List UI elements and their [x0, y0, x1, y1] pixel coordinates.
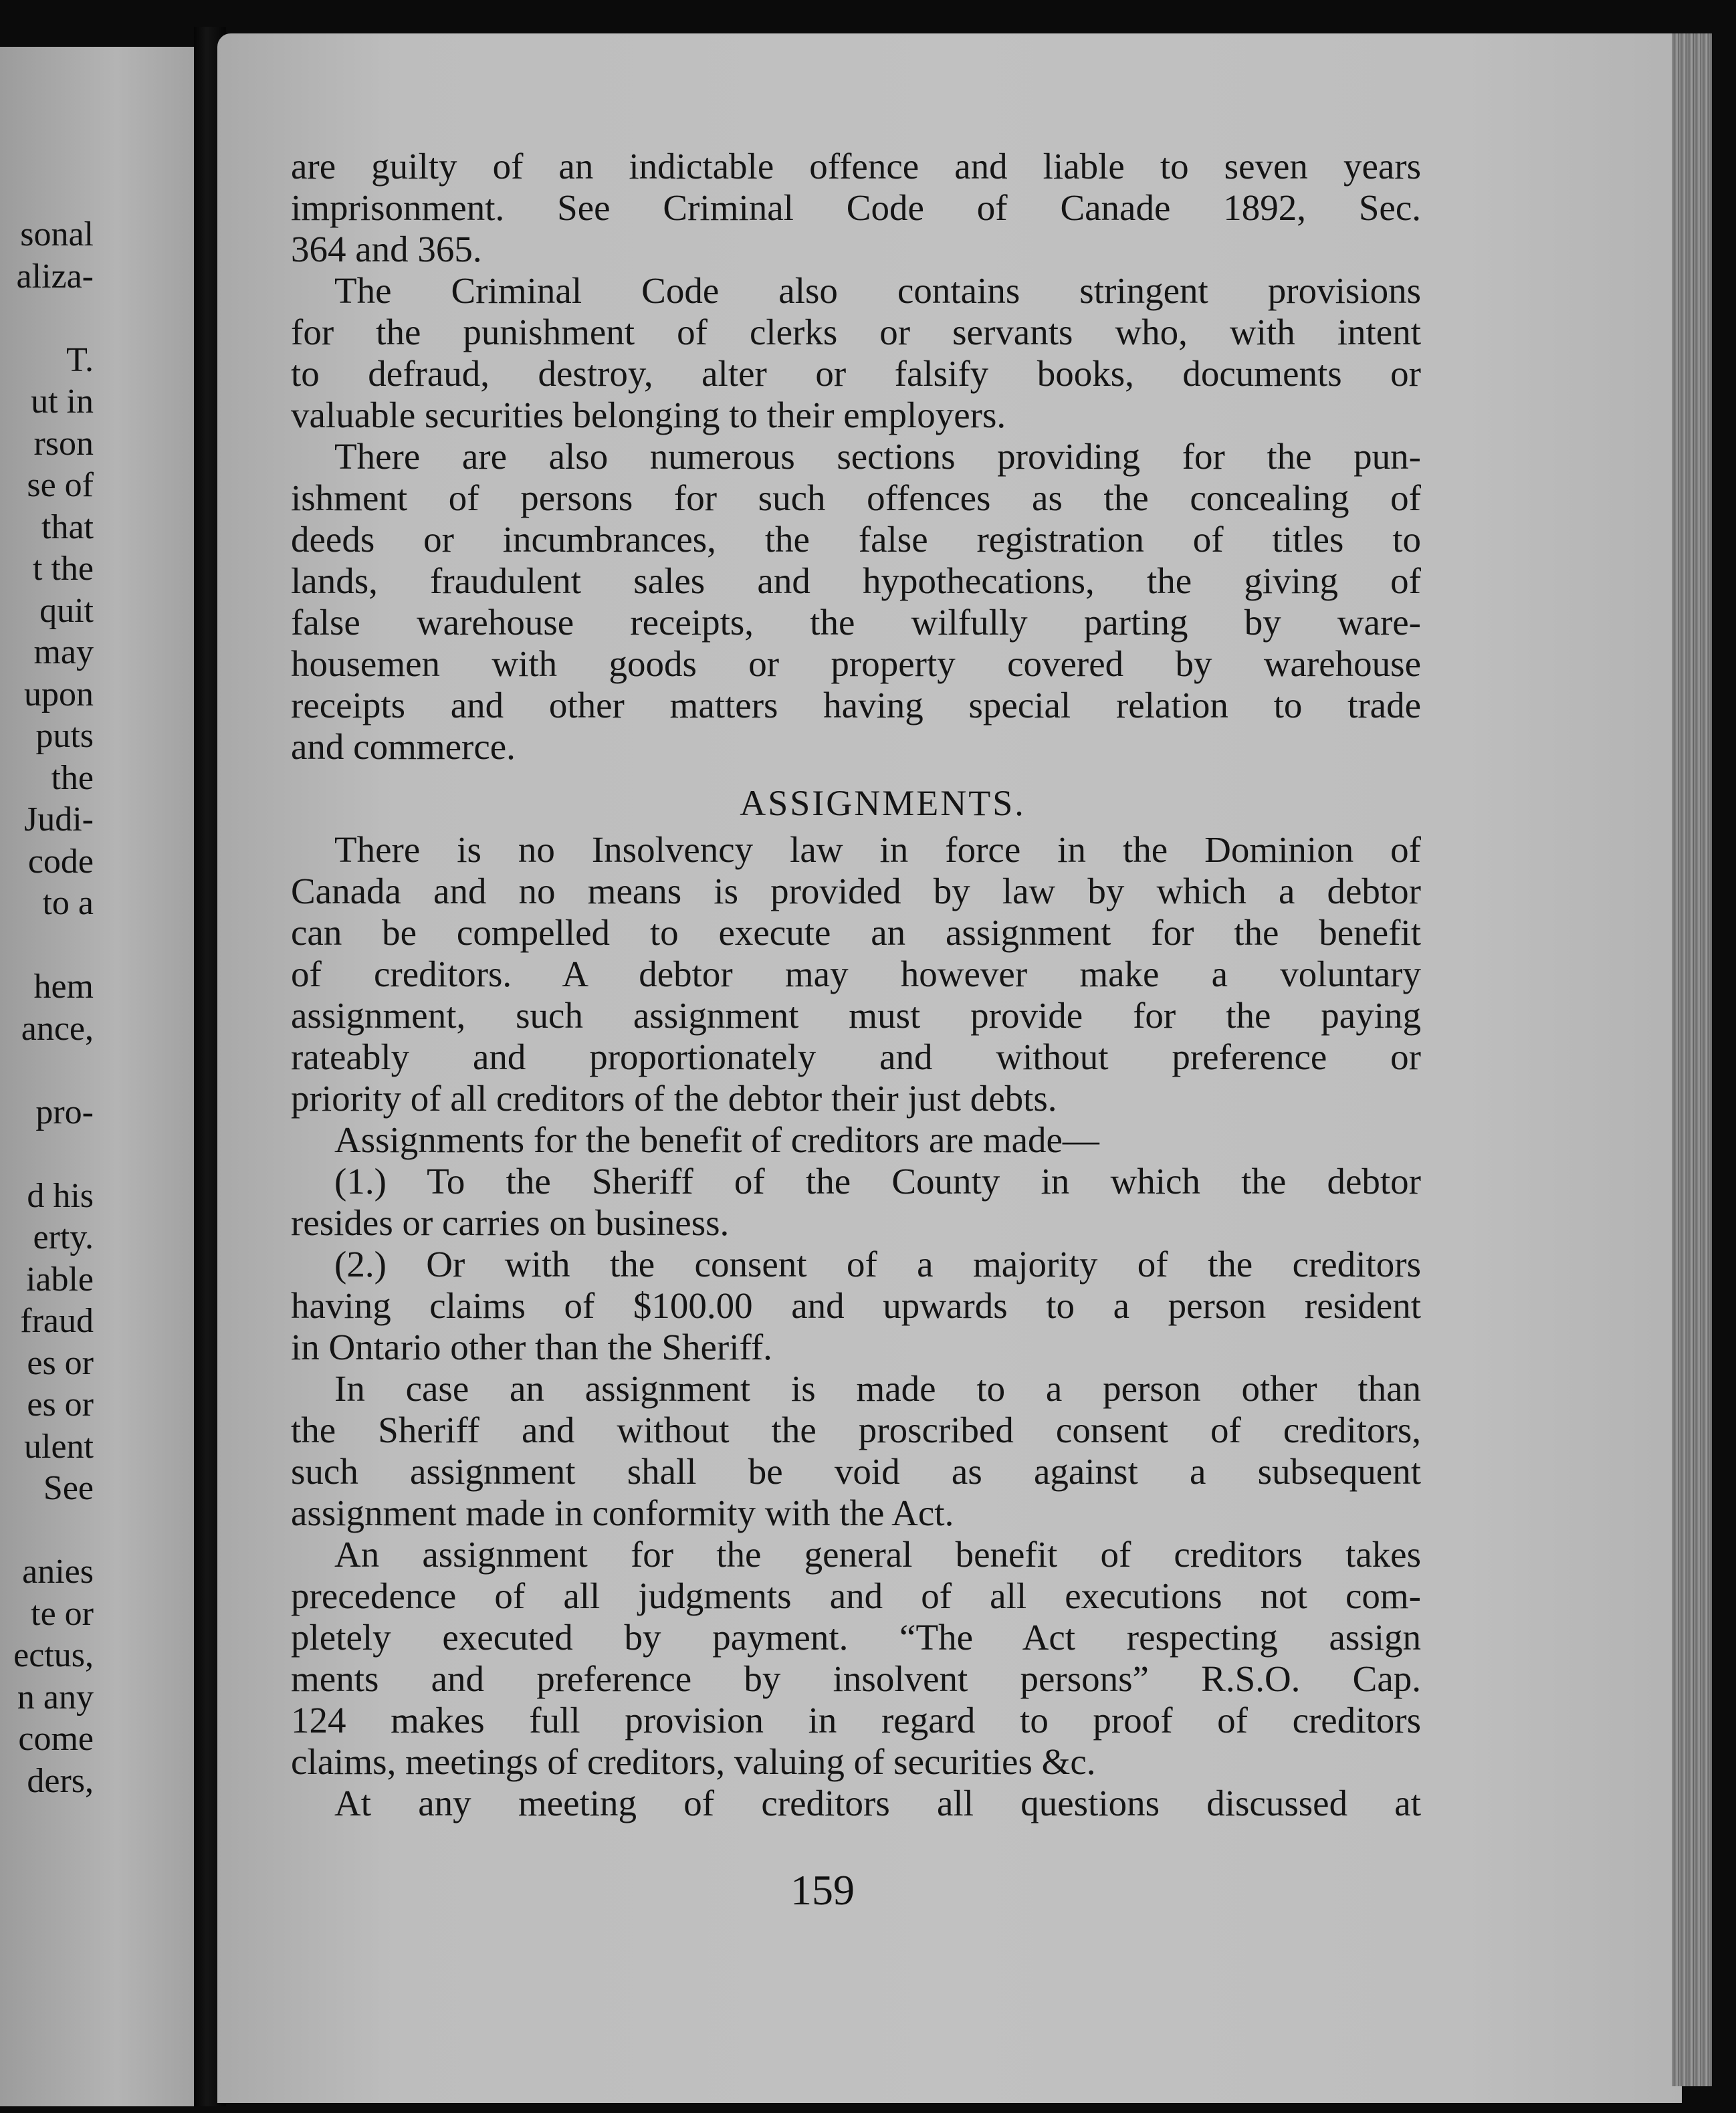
text-line: rateably and proportionately and without preference or [291, 1036, 1421, 1077]
text-line: claims, meetings of creditors, valuing of securities &c. [291, 1741, 1096, 1782]
paragraph-1 [291, 146, 1421, 270]
left-page-line: code [27, 842, 94, 881]
text-line: Assignments for the benefit of creditors are made— [334, 1119, 1099, 1160]
text-line: assignment, such assignment must provide for the paying [291, 995, 1421, 1036]
text-line: At any meeting of creditors all questions discussed at [334, 1783, 1421, 1823]
left-page-line: erty. [33, 1218, 94, 1256]
left-page-text [0, 214, 94, 1802]
text-line: The Criminal Code also contains stringent provisions [334, 270, 1421, 311]
text-line: There are also numerous sections providing for the pun- [334, 436, 1421, 477]
text-line: (1.) To the Sheriff of the County in which the debtor [334, 1161, 1421, 1202]
left-page-line [0, 1133, 94, 1176]
left-page-line: rson [33, 424, 94, 463]
text-line: priority of all creditors of the debtor their just debts. [291, 1078, 1057, 1119]
text-line: having claims of $100.00 and upwards to a person resident [291, 1285, 1421, 1326]
text-line: resides or carries on business. [291, 1202, 730, 1243]
text-line: imprisonment. See Criminal Code of Canade 1892, Sec. [291, 187, 1421, 228]
page-number: 159 [790, 1866, 855, 1914]
text-line: 124 makes full provision in regard to proof of creditors [291, 1700, 1421, 1741]
left-page-line: pro- [35, 1093, 94, 1131]
text-line: In case an assignment is made to a person other than [334, 1368, 1421, 1409]
left-page-line: the [51, 758, 94, 797]
text-line: lands, fraudulent sales and hypothecations, the giving of [291, 560, 1421, 601]
section-heading: ASSIGNMENTS. [740, 783, 1026, 823]
left-page-line: es or [27, 1343, 94, 1382]
left-page-line: ders, [27, 1761, 94, 1800]
text-line: Canada and no means is provided by law by which a debtor [291, 871, 1421, 911]
left-page-line [0, 925, 94, 967]
left-page-line: See [43, 1469, 94, 1507]
paragraph-9 [291, 1534, 1421, 1783]
left-page-line: ectus, [13, 1636, 94, 1674]
paragraph-8 [291, 1368, 1421, 1534]
left-page-line: ulent [24, 1427, 94, 1466]
left-page-line: may [33, 633, 94, 671]
paragraph-10 [291, 1783, 1421, 1824]
text-line: housemen with goods or property covered by warehouse [291, 643, 1421, 684]
left-page-line: t the [33, 550, 94, 588]
text-line: receipts and other matters having special relation to trade [291, 685, 1421, 726]
left-page-line: es or [27, 1385, 94, 1424]
text-line: are guilty of an indictable offence and liable to seven years [291, 146, 1421, 187]
text-line: An assignment for the general benefit of creditors takes [334, 1534, 1421, 1575]
text-line: ments and preference by insolvent persons” R.S.O. Cap. [291, 1658, 1421, 1699]
text-line: of creditors. A debtor may however make a voluntary [291, 954, 1421, 994]
text-line: false warehouse receipts, the wilfully parting by ware- [291, 602, 1421, 643]
left-page-line: hem [33, 968, 94, 1006]
page-edges [1672, 33, 1712, 2086]
left-page-line: se of [27, 466, 94, 504]
left-page-line: te or [31, 1594, 94, 1633]
text-line: such assignment shall be void as against a subsequent [291, 1451, 1421, 1492]
text-line: (2.) Or with the consent of a majority of the creditors [334, 1244, 1421, 1285]
left-page-line: come [18, 1720, 94, 1758]
left-page-fragment [0, 47, 194, 2106]
left-page-line: to a [42, 884, 94, 922]
text-line: 364 and 365. [291, 229, 482, 269]
text-line: to defraud, destroy, alter or falsify books, documents or [291, 353, 1421, 394]
left-page-line: T. [66, 340, 94, 379]
left-page-line: fraud [20, 1302, 94, 1340]
left-page-line: sonal [20, 215, 94, 253]
paragraph-3 [291, 436, 1421, 768]
text-line: in Ontario other than the Sheriff. [291, 1327, 772, 1367]
left-page-line: d his [27, 1176, 94, 1215]
left-page-line: puts [35, 717, 94, 755]
left-page-line: aliza- [16, 257, 94, 296]
paragraph-5 [291, 1119, 1421, 1161]
left-page-line: Judi- [24, 800, 94, 839]
paragraph-2 [291, 270, 1421, 436]
left-page-line: upon [24, 675, 94, 713]
paragraph-6 [291, 1161, 1421, 1244]
left-page-line: that [41, 508, 94, 546]
left-page-line [0, 1510, 94, 1552]
paragraph-7 [291, 1244, 1421, 1368]
text-line: and commerce. [291, 726, 516, 767]
text-line: pletely executed by payment. “The Act respecting assign [291, 1617, 1421, 1658]
left-page-line: anies [22, 1553, 94, 1591]
text-line: the Sheriff and without the proscribed consent of creditors, [291, 1410, 1421, 1450]
left-page-line: quit [39, 591, 94, 630]
text-line: valuable securities belonging to their employers. [291, 395, 1006, 435]
left-page-line: ance, [21, 1009, 94, 1048]
page-body [291, 146, 1421, 1824]
left-page-line [0, 1050, 94, 1092]
left-page-line [0, 298, 94, 340]
text-line: deeds or incumbrances, the false registration of titles to [291, 519, 1421, 560]
left-page-line: ut in [31, 382, 94, 421]
paragraph-4 [291, 829, 1421, 1119]
left-page-line: n any [17, 1678, 94, 1716]
text-line: ishment of persons for such offences as the concealing of [291, 477, 1421, 518]
left-page-line: iable [25, 1260, 94, 1299]
text-line: assignment made in conformity with the Act. [291, 1492, 954, 1533]
text-line: precedence of all judgments and of all executions not com- [291, 1575, 1421, 1616]
text-line: can be compelled to execute an assignment for the benefit [291, 912, 1421, 953]
text-line: There is no Insolvency law in force in the Dominion of [334, 829, 1421, 870]
text-line: for the punishment of clerks or servants who, with intent [291, 312, 1421, 352]
